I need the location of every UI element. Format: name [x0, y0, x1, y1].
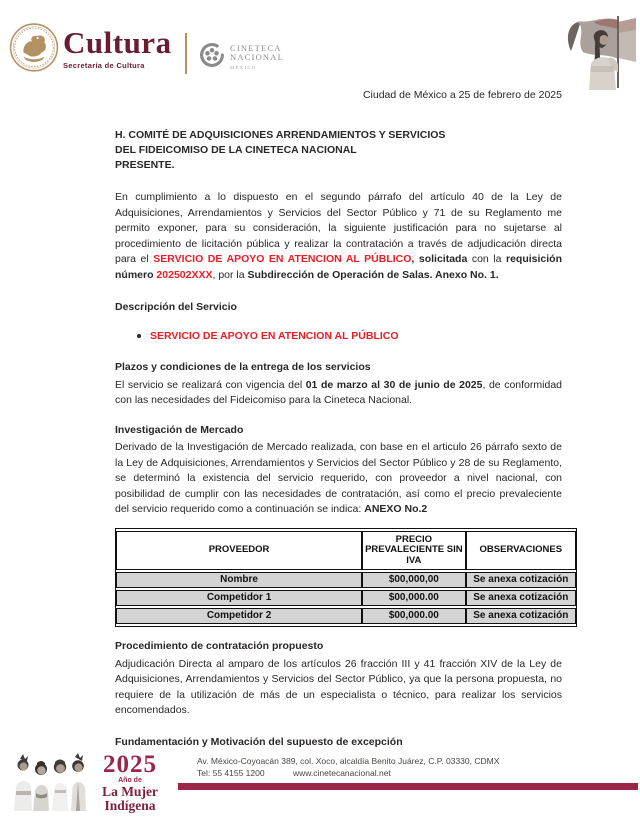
- cineteca-line2: NACIONAL: [230, 52, 284, 62]
- provider-name-cell: Competidor 1: [116, 590, 362, 606]
- table-row: [116, 572, 576, 588]
- observation-cell: Se anexa cotización: [466, 608, 576, 624]
- cineteca-line1: CINETECA: [230, 43, 282, 53]
- date-line: Ciudad de México a 25 de febrero de 2025: [362, 89, 562, 101]
- recipient-line-1: H. COMITÉ DE ADQUISICIONES ARRENDAMIENTOS Y SERVICIOS: [115, 129, 446, 141]
- price-cell: $00,000,00: [362, 572, 466, 588]
- cineteca-name: [230, 44, 284, 72]
- observation-cell: Se anexa cotización: [466, 572, 576, 588]
- website-url: www.cinetecanacional.net: [292, 768, 391, 778]
- procedimiento-paragraph: Adjudicación Directa al amparo de los artículos 26 fracción III y 41 fracción XIV de la Ley de Adquisiciones, Arrendamientos y Servicios del Sector Público, ya que la persona propuesta, no requiere de la utilización de más de un especialista o técnico, para realizar los servicios encomendados.: [115, 657, 562, 716]
- phone-number: Tel: 55 4155 1200: [197, 768, 265, 778]
- plazos-paragraph: [115, 378, 562, 409]
- solicitada-bold: , solicitada: [411, 253, 468, 265]
- price-cell: $00,000.00: [362, 590, 466, 606]
- anexo2-bold: ANEXO No.2: [364, 503, 428, 515]
- cultura-subtitle: Secretaría de Cultura: [63, 61, 145, 70]
- heading-fundamentacion: Fundamentación y Motivación del supuesto de excepción: [115, 735, 403, 748]
- heading-procedimiento: Procedimiento de contratación propuesto: [115, 640, 324, 652]
- col-header-proveedor: PROVEEDOR: [116, 531, 362, 571]
- heading-mercado: Investigación de Mercado: [115, 423, 244, 436]
- mexico-eagle-seal-icon: [8, 20, 60, 78]
- address-line: Av. México-Coyoacán 389, col. Xoco, alcaldía Benito Juárez, C.P. 03330, CDMX: [197, 756, 500, 766]
- table-row: [116, 608, 576, 624]
- price-cell: $00,000.00: [362, 608, 466, 624]
- service-bullet-text: SERVICIO DE APOYO EN ATENCION AL PÚBLICO: [150, 329, 399, 342]
- requisition-number-red: 202502XXX: [156, 268, 213, 281]
- table-header-row: [116, 531, 576, 571]
- vigencia-dates-bold: 01 de marzo al 30 de junio de 2025: [305, 378, 483, 391]
- col-header-precio: PRECIO PREVALECIENTE SIN IVA: [362, 531, 466, 571]
- mercado-paragraph: [115, 440, 562, 518]
- year-label-la-mujer: La Mujer: [102, 784, 158, 799]
- intro-paragraph: [115, 190, 562, 283]
- mercado-text: Derivado de la Investigación de Mercado realizada, con base en el articulo 26 párrafo sexto de la Ley de Adquisiciones, Arrendamientos y Servicios del Sector Público y 28 de su Reglamento, se determinó la existencia del servicio requerido, con proveedor a nivel nacional, con posibilidad de cumplir con las necesidades de contratación, así como el precio prevaleciente del servicio requerido como a continuación se indica:: [115, 441, 562, 515]
- heading-plazos: Plazos y condiciones de la entrega de los servicios: [115, 361, 371, 373]
- table-row: [116, 590, 576, 606]
- footer-maroon-bar: [178, 783, 638, 790]
- year-label-indigena: Indígena: [104, 798, 156, 813]
- cultura-wordmark: [63, 26, 172, 70]
- document-body: [115, 128, 569, 750]
- year-campaign-block: [86, 752, 174, 813]
- provider-name-cell: Competidor 2: [116, 608, 362, 624]
- intro-text: , por la: [212, 268, 248, 281]
- year-2025: 2025: [103, 751, 157, 778]
- plazos-text: El servicio se realizará con vigencia del: [115, 378, 306, 391]
- plazos-text: , de conformidad con las necesidades del Fideicomiso para la Cineteca Nacional.: [115, 378, 562, 406]
- service-bullet-item: [115, 329, 562, 345]
- intro-text: En cumplimiento a lo dispuesto en el segundo párrafo del artículo 40 de la Ley de Adquisiciones, Arrendamientos y Servicios del Sector Público y 71 de su Reglamento me permito exponer, para su consideración, la siguiente justificación para no sujetarse al procedimiento de licitación pública y realizar la contratación a través de adjudicación directa para el: [115, 191, 562, 265]
- col-header-observaciones: OBSERVACIONES: [466, 531, 576, 571]
- film-reel-icon: [199, 42, 225, 68]
- recipient-line-2: DEL FIDEICOMISO DE LA CINETECA NACIONAL: [115, 144, 357, 156]
- requisition-label-bold: requisición número: [115, 253, 563, 281]
- recipient-line-3: PRESENTE.: [115, 159, 175, 171]
- bullet-icon: [137, 334, 141, 338]
- indigenous-women-illustration: [12, 753, 88, 811]
- provider-name-cell: Nombre: [116, 572, 362, 588]
- service-name-red: SERVICIO DE APOYO EN ATENCION AL PÚBLICO: [153, 253, 412, 265]
- recipient-block: [115, 128, 562, 173]
- observation-cell: Se anexa cotización: [466, 590, 576, 606]
- woman-with-flag-illustration: [556, 12, 640, 90]
- cineteca-logo: [199, 42, 284, 72]
- header-divider: [185, 33, 187, 74]
- heading-descripcion: Descripción del Servicio: [115, 301, 237, 313]
- year-label-ano-de: Año de: [118, 777, 142, 784]
- cultura-title: Cultura: [63, 25, 172, 60]
- subdireccion-bold: Subdirección de Operación de Salas. Anexo No. 1.: [247, 268, 499, 281]
- market-price-table: [115, 528, 577, 628]
- footer-address-block: [197, 755, 557, 779]
- cineteca-line3: MÉXICO: [230, 65, 257, 70]
- intro-text: con la: [467, 253, 506, 265]
